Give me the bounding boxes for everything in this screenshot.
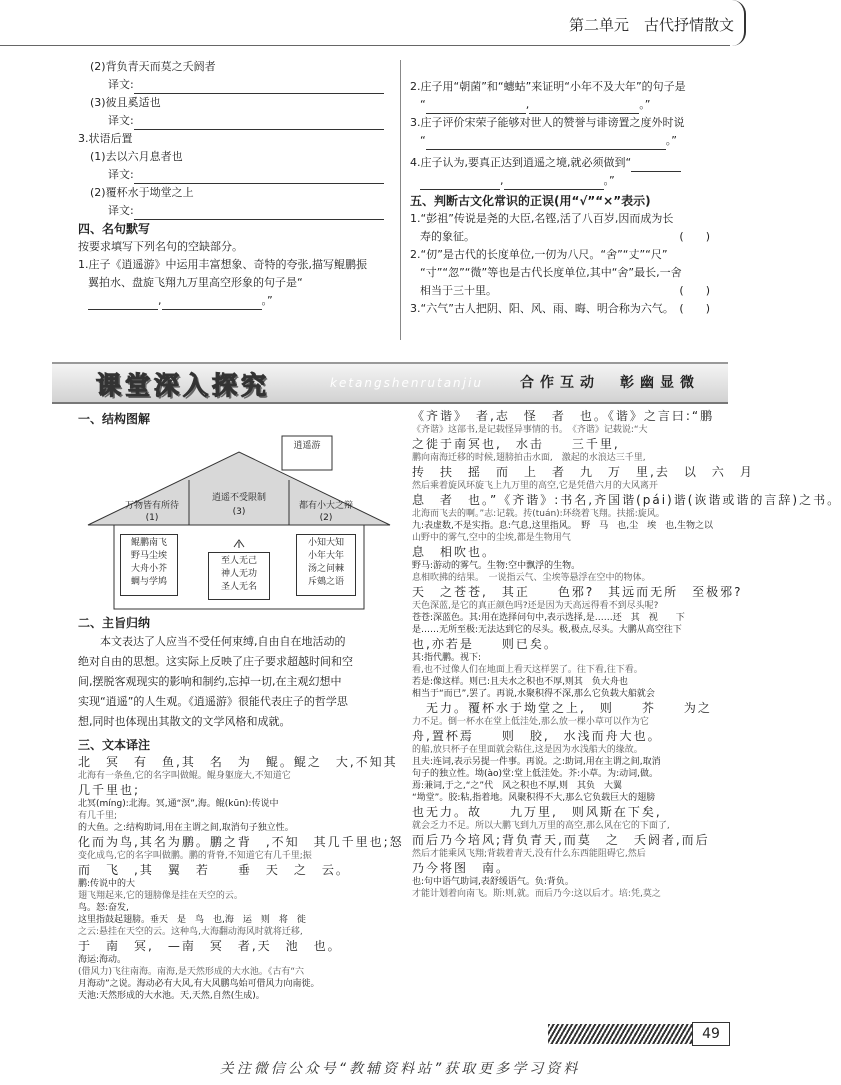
annotation-left-column	[78, 754, 404, 1002]
structure-diagram	[84, 430, 394, 610]
theme-line: 本文表达了人应当不受任何束缚,自由自在地活动的	[100, 635, 346, 648]
middle-content-box	[208, 552, 270, 600]
translation-label: 译文:	[108, 78, 134, 91]
banner-tag: 合作互动 彰幽显微	[520, 375, 700, 391]
roof-right-label: 都有小大之辩	[298, 501, 353, 511]
translation-label: 译文:	[108, 114, 134, 127]
answer-blank[interactable]	[88, 296, 158, 310]
roof-right-number: (2)	[319, 513, 333, 523]
source-text-line: 化而为鸟,其名为鹏。鹏之背 ,不知 其几千里也;怒	[78, 835, 404, 849]
header-rule	[0, 45, 730, 46]
answer-blank[interactable]	[529, 100, 639, 114]
box-line: 至人无己	[220, 556, 257, 566]
translation-line: 《齐谐》这部书,是记载怪异事情的书。 《齐谐》记载说:“大	[412, 425, 648, 435]
theme-line: 实现“逍遥”的人生观。《逍遥游》很能代表庄子的哲学思	[78, 695, 348, 708]
annotation-note: 月海动”之说。海动必有大风,有大风鹏鸟始可借风力向南徙。	[78, 979, 320, 989]
source-text-line: 天 之苍苍, 其正 色邪? 其远而无所 至极邪?	[412, 585, 743, 599]
section-title: 四、名句默写	[78, 222, 151, 236]
annotation-note: 鸟。怒:奋发,	[78, 903, 129, 913]
answer-blank[interactable]	[134, 206, 384, 220]
box-line: 圣人无名	[220, 582, 257, 592]
punct: ,	[158, 294, 162, 307]
answer-blank[interactable]	[420, 176, 500, 190]
translation-line: 变化成鸟,它的名字叫做鹏。鹏的背脊,不知道它有几千里;振	[78, 851, 312, 861]
left-exercise-column	[78, 58, 398, 310]
translation-line: 北海有一条鱼,它的名字叫做鲲。鲲身躯庞大,不知道它	[78, 771, 291, 781]
roof-left-label: 万物皆有所待	[124, 501, 179, 511]
answer-blank[interactable]	[426, 136, 666, 150]
answer-blank[interactable]	[162, 296, 262, 310]
answer-paren[interactable]: ( )	[679, 284, 710, 297]
translation-label: 译文:	[108, 204, 134, 217]
source-text-line: 于 南 冥, —南 冥 者,天 池 也。	[78, 939, 342, 953]
translation-line: 息相吹拂的结果。 一说指云气、尘埃等悬浮在空中的物体。	[412, 573, 651, 583]
source-text-line: 乃今将图 南。	[412, 861, 511, 875]
annotation-note: 是……无所至极:无法达到它的尽头。极,极点,尽头。大鹏从高空往下	[412, 625, 682, 635]
box-line: 大舟小芥	[130, 564, 167, 574]
unit-header	[569, 14, 734, 35]
punct: ,	[525, 98, 530, 111]
column-divider	[400, 60, 401, 340]
roof-mid-label: 逍遥不受限制	[211, 493, 266, 503]
answer-blank[interactable]	[631, 158, 681, 172]
punct: 。”	[261, 294, 273, 307]
question-text: 2.“仞”是古代的长度单位,一仞为八尺。“舍”“丈”“尺”	[410, 248, 668, 261]
annotation-note: 苍苍:深蓝色。其:用在选择问句中,表示选择,是……还 其 视 下	[412, 613, 685, 623]
question-text: (3)彼且奚适也	[90, 96, 161, 109]
source-text-line: 也,亦若是 则已矣。	[412, 637, 558, 651]
question-text: 2.庄子用“朝菌”和“蟪蛄”来证明“小年不及大年”的句子是	[410, 80, 686, 93]
punct: 。”	[603, 174, 615, 187]
left-content-box	[120, 534, 178, 596]
annotation-note: 若是:像这样。则已:且夫水之积也不厚,则其 负大舟也	[412, 677, 628, 687]
annotation-note: 九:表虚数,不是实指。息:气息,这里指风。 野 马 也,尘 埃 也,生物之以	[412, 521, 714, 531]
punct: ,	[500, 174, 504, 187]
annotation-note: 的大鱼。之:结构助词,用在主谓之间,取消句子独立性。	[78, 823, 294, 833]
question-text: 寿的象征。	[420, 230, 475, 243]
source-text-line: 也无力。故 九万里, 则风斯在下矣,	[412, 805, 662, 819]
box-line: 蜩与学鸠	[130, 577, 167, 587]
answer-paren[interactable]: ( )	[679, 230, 710, 243]
box-line: 野马尘埃	[130, 551, 167, 561]
banner-pinyin: ketangshenrutanjiu	[330, 376, 483, 390]
answer-blank[interactable]	[504, 176, 604, 190]
answer-paren[interactable]: ( )	[679, 302, 710, 315]
punct: 。”	[639, 98, 651, 111]
theme-line: 间,摆脱客观现实的影响和制约,忘掉一切,在主观幻想中	[78, 675, 342, 688]
translation-line: 看,也不过像人们在地面上看天这样罢了。往下看,往下看。	[412, 665, 643, 675]
translation-line: 天色深蓝,是它的真正颜色吗?还是因为天高远得看不到尽头呢?	[412, 601, 659, 611]
roof-left-number: (1)	[145, 513, 159, 523]
translation-line: 的船,放只杯子在里面就会粘住,这是因为水浅船大的缘故。	[412, 745, 643, 755]
translation-line: 就会乏力不足。所以大鹏飞到九万里的高空,那么风在它的下面了,	[412, 821, 670, 831]
annotation-note: 北冥(míng):北海。冥,通“溟”,海。鲲(kūn):传说中	[78, 799, 279, 809]
question-text: (1)去以六月息者也	[90, 150, 183, 163]
section-instruction: 按要求填写下列名句的空缺部分。	[78, 240, 243, 253]
punct: 。”	[665, 134, 677, 147]
section-title: 五、判断古文化常识的正误(用“√”“×”表示)	[410, 194, 651, 208]
translation-line: 有几千里;	[78, 811, 118, 821]
box-line: 小年大年	[307, 551, 344, 561]
question-text: 3.庄子评价宋荣子能够对世人的赞誉与诽谤置之度外时说	[410, 116, 685, 129]
translation-line: 然后乘着旋风环旋飞上九万里的高空,它是凭借六月的大风离开	[412, 481, 658, 491]
annotation-note: 海运:海动。	[78, 955, 127, 965]
translation-line: (借风力)飞往南海。南海,是天然形成的大水池。《古有“六	[78, 967, 305, 977]
annotation-note: 野马:游动的雾气。生物:空中飘浮的生物。	[412, 561, 581, 571]
translation-line: 北海而飞去的啊。”志:记载。抟(tuán):环绕着飞翔。扶摇:旋风。	[412, 509, 665, 519]
source-text-line: 无力。覆杯水于坳堂之上, 则 芥 为之	[412, 701, 712, 715]
right-exercise-column	[410, 78, 730, 318]
header-curve-decoration	[732, 0, 746, 46]
annotation-note: 天池:天然形成的大水池。天,天然,自然(生成)。	[78, 991, 265, 1001]
answer-blank[interactable]	[134, 116, 384, 130]
source-text-line: 《齐谐》 者,志 怪 者 也。《谐》之言曰:“鹏	[412, 409, 715, 423]
question-text: 4.庄子认为,要真正达到逍遥之境,就必须做到“	[410, 156, 632, 169]
page-number: 49	[692, 1022, 730, 1046]
annotation-note: 鹏:传说中的大	[78, 879, 136, 889]
box-line: 小知大知	[307, 538, 344, 548]
translation-line: 之云:悬挂在天空的云。这种鸟,大海翻动海风时就将迁移,	[78, 927, 303, 937]
question-text: 相当于三十里。	[420, 284, 497, 297]
translation-label: 译文:	[108, 168, 134, 181]
theme-section	[78, 614, 398, 754]
punct: “	[420, 98, 426, 111]
theme-line: 绝对自由的思想。这实际上反映了庄子要求超越时间和空	[78, 655, 353, 668]
question-text: (2)背负青天而莫之夭阏者	[90, 60, 216, 73]
section-title: 二、主旨归纳	[78, 616, 151, 630]
answer-blank[interactable]	[134, 170, 384, 184]
source-text-line: 息 相吹也。	[412, 545, 497, 559]
box-line: 神人无功	[220, 569, 257, 579]
punct: “	[420, 134, 426, 147]
question-text: “寸”“忽”“微”等也是古代长度单位,其中“舍”最长,一舍	[420, 266, 682, 279]
question-text: 1.庄子《逍遥游》中运用丰富想象、奇特的夸张,描写鲲鹏振	[78, 258, 367, 271]
answer-blank[interactable]	[426, 100, 526, 114]
annotation-right-column	[412, 408, 841, 900]
annotation-note: 这里指鼓起翅膀。垂天 是 鸟 也,海 运 则 将 徙	[78, 915, 306, 925]
annotation-note: 相当于“而已”,罢了。再说,水聚积得不深,那么它负载大船就会	[412, 689, 655, 699]
question-text: 3.“六气”古人把阴、阳、风、雨、晦、明合称为六气。	[410, 302, 674, 315]
source-text-line: 息 者 也。”《齐谐》:书名,齐国谐(pái)谐(诙谐或谐的言辞)之书。	[412, 493, 841, 507]
annotation-note: 其:指代鹏。视下:	[412, 653, 482, 663]
source-text-line: 几千里也;	[78, 783, 141, 797]
source-text-line: 而后乃今培风;背负青天,而莫 之 夭阏者,而后	[412, 833, 710, 847]
question-text: 1.“彭祖”传说是尧的大臣,名铿,活了八百岁,因而成为长	[410, 212, 674, 225]
annotation-note: 也:句中语气助词,表舒缓语气。负:背负。	[412, 877, 574, 887]
unit-title: 古代抒情散文	[643, 16, 734, 34]
translation-line: 才能计划着向南飞。斯:则,就。而后乃今:这以后才。培:凭,莫之	[412, 889, 661, 899]
banner-title: 课堂深入探究	[96, 371, 271, 400]
annotation-note: 句子的独立性。坳(ào)堂:堂上低洼处。芥:小草。为:动词,做。	[412, 769, 659, 779]
translation-line: 力不足。倒一杯水在堂上低洼处,那么放一棵小草可以作为它	[412, 717, 649, 727]
source-text-line: 舟,置杯焉 则 胶, 水浅而舟大也。	[412, 729, 662, 743]
annotation-note: 焉:兼词,于之,“之”代 风之积也不厚,则 其负 大翼	[412, 781, 622, 791]
translation-line: 山野中的雾气,空中的尘埃,都是生物用气	[412, 533, 571, 543]
theme-line: 想,同时也体现出其散文的文学风格和成就。	[78, 715, 291, 728]
section-title: 三、文本译注	[78, 738, 151, 752]
translation-line: 翅飞翔起来,它的翅膀像是挂在天空的云。	[78, 891, 243, 901]
roof-mid-number: (3)	[232, 507, 246, 517]
question-text: 翼拍水、盘旋飞翔九万里高空形象的句子是“	[88, 276, 303, 289]
question-text: (2)覆杯水于坳堂之上	[90, 186, 194, 199]
unit-label: 第二单元	[568, 16, 629, 34]
source-text-line: 北 冥 有 鱼,其 名 为 鲲。鲲之 大,不知其	[78, 755, 398, 769]
footer-notice: 关注微信公众号“教辅资料站”获取更多学习资料	[219, 1061, 581, 1077]
source-text-line: 抟 扶 摇 而 上 者 九 万 里,去 以 六 月	[412, 465, 754, 479]
chimney-label: 逍遥游	[293, 441, 321, 451]
box-line: 鲲鹏南飞	[130, 538, 167, 548]
answer-blank[interactable]	[134, 80, 384, 94]
box-line: 斥鴳之语	[307, 577, 344, 587]
source-text-line: 而 飞 ,其 翼 若 垂 天 之 云。	[78, 863, 350, 877]
annotation-note: 且夫:连词,表示另提一件事。再说。之:助词,用在主谓之间,取消	[412, 757, 661, 767]
section-title: 一、结构图解	[78, 412, 151, 426]
translation-line: 然后才能乘风飞翔;背载着青天,没有什么东西能阻碍它,然后	[412, 849, 646, 859]
translation-line: 鹏向南海迁移的时候,翅膀拍击水面, 激起的水浪达三千里,	[412, 453, 646, 463]
source-text-line: 之徙于南冥也, 水击 三千里,	[412, 437, 620, 451]
right-content-box	[296, 534, 356, 596]
item-heading: 3.状语后置	[78, 132, 133, 145]
annotation-note: “坳堂”。胶:粘,指着地。风聚积得不大,那么它负载巨大的翅膀	[412, 793, 656, 803]
box-line: 汤之问棘	[307, 564, 344, 574]
